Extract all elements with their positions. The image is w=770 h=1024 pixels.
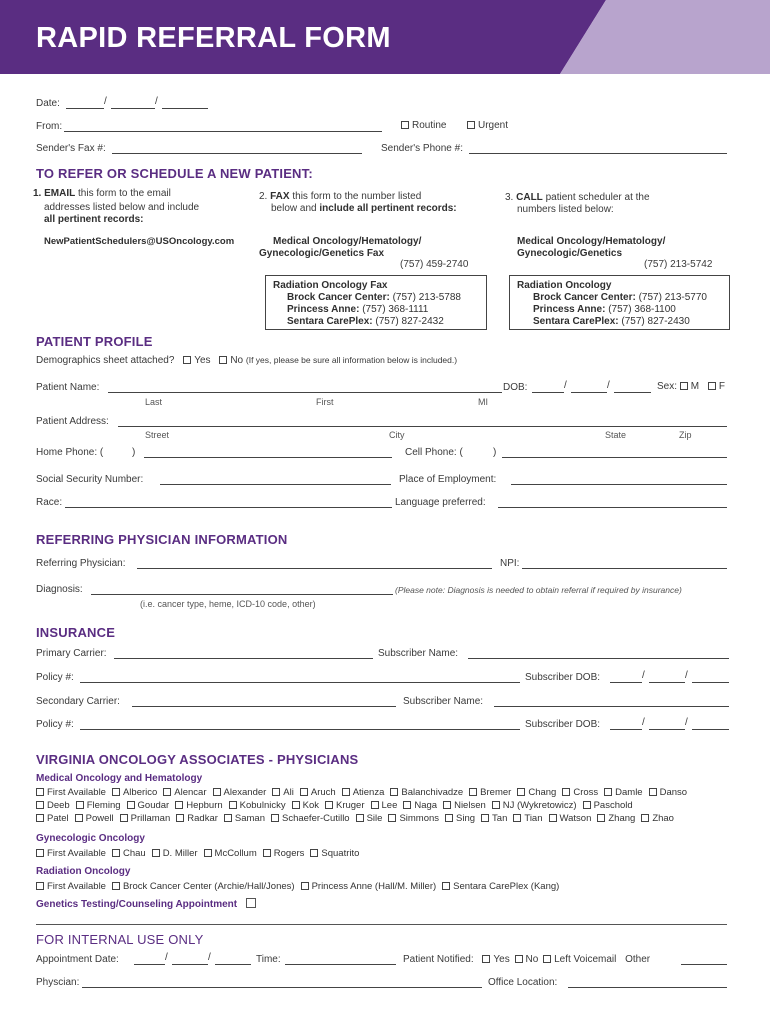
subscriber-dob2-month[interactable] <box>610 729 642 730</box>
policy2-label: Policy #: <box>36 719 74 730</box>
physician-option-label: Bremer <box>480 787 512 798</box>
med-onc-row3 <box>36 813 680 824</box>
physician-option[interactable] <box>443 800 486 811</box>
subscriber-dob2-label: Subscriber DOB: <box>525 719 601 730</box>
sender-fax-field[interactable] <box>112 153 362 154</box>
rad-onc-row <box>36 881 565 892</box>
physician-checkbox[interactable] <box>263 849 271 857</box>
physician-checkbox[interactable] <box>127 801 135 809</box>
physician-checkbox[interactable] <box>649 788 657 796</box>
physician-checkbox[interactable] <box>604 788 612 796</box>
office-location-field[interactable] <box>568 987 727 988</box>
form-title: RAPID REFERRAL FORM <box>36 22 391 54</box>
sender-fax-label: Sender's Fax #: <box>36 143 106 154</box>
physician-option[interactable] <box>263 848 305 859</box>
policy-field[interactable] <box>80 682 520 683</box>
physician-option[interactable] <box>75 813 114 824</box>
physician-option[interactable] <box>310 848 359 859</box>
physician-checkbox[interactable] <box>292 801 300 809</box>
policy2-field[interactable] <box>80 729 520 730</box>
patient-profile-heading: PATIENT PROFILE <box>36 334 153 349</box>
physician-option[interactable] <box>442 881 559 892</box>
physician-checkbox[interactable] <box>272 788 280 796</box>
demo-no-checkbox[interactable] <box>219 356 227 364</box>
street-caption: Street <box>145 430 170 440</box>
first-caption: First <box>316 397 334 407</box>
fax-dept-line1: Medical Oncology/Hematology/ <box>273 236 422 247</box>
demo-yes-checkbox[interactable] <box>183 356 191 364</box>
physician-option[interactable] <box>127 800 170 811</box>
physician-checkbox[interactable] <box>36 849 44 857</box>
npi-label: NPI: <box>500 558 520 569</box>
demographics-question: Demographics sheet attached? Yes No (If yes, please be sure all information below is included.) <box>36 355 458 366</box>
physician-option[interactable] <box>549 813 592 824</box>
physician-option-label: Alberico <box>122 787 158 798</box>
physician-option-label: Zhang <box>608 813 636 824</box>
physician-checkbox[interactable] <box>163 788 171 796</box>
physician-checkbox[interactable] <box>641 814 649 822</box>
physician-option[interactable] <box>36 813 69 824</box>
dob-month-field[interactable] <box>532 392 564 393</box>
physician-option[interactable] <box>356 813 383 824</box>
physician-option-label: Zhao <box>652 813 674 824</box>
physician-option[interactable] <box>112 787 157 798</box>
subscriber-name-label: Subscriber Name: <box>378 648 459 659</box>
physician-option-label: Squatrito <box>321 848 360 859</box>
notified-no-checkbox[interactable] <box>515 955 523 963</box>
physician-option-label: Alencar <box>174 787 207 798</box>
physician-option[interactable] <box>301 881 437 892</box>
physician-option[interactable] <box>562 787 598 798</box>
patient-name-field[interactable] <box>108 392 502 393</box>
physician-option[interactable] <box>224 813 265 824</box>
home-phone-label: Home Phone: ( <box>36 447 104 458</box>
physician-checkbox[interactable] <box>36 788 44 796</box>
address-field[interactable] <box>118 426 727 427</box>
physician-option-label: Atienza <box>352 787 385 798</box>
ref-physician-field[interactable] <box>137 568 492 569</box>
physician-option[interactable] <box>292 800 319 811</box>
physician-option[interactable] <box>403 800 437 811</box>
physician-option[interactable] <box>481 813 507 824</box>
physician-checkbox[interactable] <box>175 801 183 809</box>
zip-caption: Zip <box>679 430 692 440</box>
language-label: Language preferred: <box>395 497 486 508</box>
call-number: (757) 213-5742 <box>644 259 713 270</box>
physician-heading: REFERRING PHYSICIAN INFORMATION <box>36 532 288 547</box>
physician-option[interactable] <box>390 787 463 798</box>
notified-yes-checkbox[interactable] <box>482 955 490 963</box>
physician-option-label: Rogers <box>273 848 305 859</box>
physician-checkbox[interactable] <box>204 849 212 857</box>
subscriber-dob-day[interactable] <box>649 682 685 683</box>
fax-instruction: 2. FAX this form to the number listed <box>259 191 422 202</box>
patient-name-label: Patient Name: <box>36 382 100 393</box>
physician-option-label: Naga <box>414 800 438 811</box>
physician-option[interactable] <box>445 813 475 824</box>
urgent-checkbox[interactable] <box>467 121 475 129</box>
physician-option-label: Simmons <box>399 813 440 824</box>
call-dept-line2: Gynecologic/Genetics <box>517 248 623 259</box>
appt-day-field[interactable] <box>172 964 208 965</box>
physician-checkbox[interactable] <box>325 801 333 809</box>
physician-checkbox[interactable] <box>112 788 120 796</box>
subscriber-dob-month[interactable] <box>610 682 642 683</box>
physician-option[interactable] <box>641 813 674 824</box>
physician-option-label: Prillaman <box>130 813 171 824</box>
physician-checkbox[interactable] <box>371 801 379 809</box>
subscriber-name2-field[interactable] <box>494 706 729 707</box>
appt-month-field[interactable] <box>134 964 165 965</box>
physician-option[interactable] <box>300 787 336 798</box>
gyn-onc-row <box>36 848 365 859</box>
policy-label: Policy #: <box>36 672 74 683</box>
radiation-fax-box: Radiation Oncology Fax Brock Cancer Center: (757) 213-5788 Princess Anne: (757) 368-1111 Sentara CarePlex: (757) 827-2432 <box>265 275 487 330</box>
physician-option-label: Danso <box>659 787 688 798</box>
physician-checkbox[interactable] <box>213 788 221 796</box>
physician-option[interactable] <box>388 813 439 824</box>
genetics-label: Genetics Testing/Counseling Appointment <box>36 898 256 910</box>
state-caption: State <box>605 430 627 440</box>
physician-checkbox[interactable] <box>224 814 232 822</box>
physician-option[interactable] <box>213 787 267 798</box>
physician-option-label: Sentara CarePlex (Kang) <box>453 881 560 892</box>
internal-heading: FOR INTERNAL USE ONLY <box>36 932 204 947</box>
physician-option-label: Patel <box>47 813 69 824</box>
physician-checkbox[interactable] <box>36 814 44 822</box>
diagnosis-note: (Please note: Diagnosis is needed to obtain referral if required by insurance) <box>395 585 682 595</box>
physician-option[interactable] <box>175 800 222 811</box>
routine-option[interactable]: Routine <box>401 120 446 131</box>
sex-m-checkbox[interactable] <box>680 382 688 390</box>
physician-option-label: Cross <box>573 787 599 798</box>
physician-option-label: Watson <box>559 813 592 824</box>
physician-option-label: Damle <box>615 787 643 798</box>
physician-checkbox[interactable] <box>112 849 120 857</box>
physician-option[interactable] <box>229 800 286 811</box>
physician-checkbox[interactable] <box>469 788 477 796</box>
physician-checkbox[interactable] <box>513 814 521 822</box>
physician-option[interactable] <box>342 787 385 798</box>
physician-option[interactable] <box>176 813 218 824</box>
physician-option-label: Aruch <box>310 787 336 798</box>
physician-checkbox[interactable] <box>549 814 557 822</box>
physician-option[interactable] <box>204 848 257 859</box>
subscriber-name2-label: Subscriber Name: <box>403 696 484 707</box>
other-field[interactable] <box>681 964 727 965</box>
physician-checkbox[interactable] <box>120 814 128 822</box>
ref-physician-label: Referring Physician: <box>36 558 126 569</box>
diagnosis-field[interactable] <box>91 594 393 595</box>
sender-phone-label: Sender's Phone #: <box>381 143 463 154</box>
physician-option-label: Chau <box>122 848 146 859</box>
physician-option-label: Sile <box>366 813 383 824</box>
employment-label: Place of Employment: <box>399 474 497 485</box>
sex-label: Sex: M F <box>657 381 726 392</box>
physician-option[interactable] <box>513 813 542 824</box>
physician-option[interactable] <box>76 800 121 811</box>
physician-option-label: Balanchivadze <box>401 787 464 798</box>
physician-checkbox[interactable] <box>403 801 411 809</box>
employment-field[interactable] <box>511 484 727 485</box>
genetics-checkbox[interactable] <box>246 898 256 908</box>
physician-checkbox[interactable] <box>356 814 364 822</box>
physician-option[interactable] <box>604 787 642 798</box>
patient-notified: Patient Notified: Yes No Left Voicemail Other <box>403 954 651 965</box>
physician-option-label: Radkar <box>187 813 218 824</box>
physician-option-label: Kobulnicky <box>239 800 286 811</box>
physician-option[interactable] <box>583 800 633 811</box>
physician-option-label: NJ (Wykretowicz) <box>502 800 577 811</box>
physician-checkbox[interactable] <box>229 801 237 809</box>
email-instruction: 1. EMAIL this form to the email <box>33 188 171 199</box>
physician-option[interactable] <box>272 787 294 798</box>
physician-option-label: Nielsen <box>454 800 486 811</box>
physician-option-label: Alexander <box>223 787 267 798</box>
routine-checkbox[interactable] <box>401 121 409 129</box>
physician-option-label: Hepburn <box>186 800 223 811</box>
physician-option-label: First Available <box>47 848 106 859</box>
med-onc-title: Medical Oncology and Hematology <box>36 773 203 784</box>
physician-checkbox[interactable] <box>445 814 453 822</box>
voicemail-checkbox[interactable] <box>543 955 551 963</box>
dob-day-field[interactable] <box>571 392 607 393</box>
physician-option-label: Princess Anne (Hall/M. Miller) <box>311 881 437 892</box>
sender-phone-field[interactable] <box>469 153 727 154</box>
call-instruction-line2: numbers listed below: <box>517 204 614 215</box>
date-day-field[interactable] <box>111 108 155 109</box>
divider <box>36 924 727 925</box>
physician-internal-label: Physcian: <box>36 977 80 988</box>
physician-checkbox[interactable] <box>300 788 308 796</box>
dob-label: DOB: <box>503 382 528 393</box>
from-label: From: <box>36 121 63 132</box>
dob-year-field[interactable] <box>614 392 651 393</box>
physician-option-label: Powell <box>85 813 114 824</box>
diagnosis-label: Diagnosis: <box>36 584 83 595</box>
physician-option-label: Brock Cancer Center (Archie/Hall/Jones) <box>122 881 295 892</box>
cell-phone-field[interactable] <box>502 457 727 458</box>
physician-option[interactable] <box>597 813 635 824</box>
physician-option[interactable] <box>325 800 365 811</box>
physician-checkbox[interactable] <box>76 801 84 809</box>
physician-option[interactable] <box>517 787 556 798</box>
physician-checkbox[interactable] <box>597 814 605 822</box>
address-label: Patient Address: <box>36 416 109 427</box>
physician-checkbox[interactable] <box>176 814 184 822</box>
physician-option[interactable] <box>371 800 398 811</box>
email-instruction-line2: addresses listed below and include <box>44 202 200 213</box>
from-field[interactable] <box>64 131 382 132</box>
physician-checkbox[interactable] <box>112 882 120 890</box>
gyn-onc-title: Gynecologic Oncology <box>36 833 145 844</box>
physician-option-label: Fleming <box>86 800 121 811</box>
physician-checkbox[interactable] <box>75 814 83 822</box>
diagnosis-hint: (i.e. cancer type, heme, ICD-10 code, other) <box>140 599 316 609</box>
physician-option-label: D. Miller <box>162 848 198 859</box>
physician-option-label: Kok <box>302 800 319 811</box>
primary-carrier-field[interactable] <box>114 658 373 659</box>
ssn-field[interactable] <box>160 484 391 485</box>
race-label: Race: <box>36 497 63 508</box>
physician-checkbox[interactable] <box>443 801 451 809</box>
physician-checkbox[interactable] <box>481 814 489 822</box>
time-label: Time: <box>256 954 281 965</box>
mi-caption: MI <box>478 397 488 407</box>
physician-checkbox[interactable] <box>152 849 160 857</box>
race-field[interactable] <box>65 507 392 508</box>
physician-option[interactable] <box>469 787 511 798</box>
date-label: Date: <box>36 98 60 109</box>
physician-checkbox[interactable] <box>517 788 525 796</box>
fax-number: (757) 459-2740 <box>400 259 469 270</box>
physician-option[interactable] <box>36 800 70 811</box>
city-caption: City <box>389 430 405 440</box>
voa-heading: VIRGINIA ONCOLOGY ASSOCIATES - PHYSICIANS <box>36 752 359 767</box>
physician-option-label: Schaefer-Cutillo <box>282 813 350 824</box>
physician-option-label: First Available <box>47 787 106 798</box>
physician-option-label: First Available <box>47 881 106 892</box>
physician-option-label: Goudar <box>137 800 170 811</box>
physician-checkbox[interactable] <box>342 788 350 796</box>
physician-checkbox[interactable] <box>562 788 570 796</box>
med-onc-row1 <box>36 787 693 798</box>
rad-onc-title: Radiation Oncology <box>36 866 131 877</box>
physician-option-label: Chang <box>528 787 557 798</box>
primary-carrier-label: Primary Carrier: <box>36 648 107 659</box>
physician-checkbox[interactable] <box>36 882 44 890</box>
secondary-carrier-label: Secondary Carrier: <box>36 696 120 707</box>
physician-option[interactable] <box>120 813 171 824</box>
scheduler-email[interactable]: NewPatientSchedulers@USOncology.com <box>44 236 235 247</box>
physician-option-label: Deeb <box>47 800 70 811</box>
physician-checkbox[interactable] <box>301 882 309 890</box>
physician-checkbox[interactable] <box>492 801 500 809</box>
secondary-carrier-field[interactable] <box>132 706 396 707</box>
subscriber-dob-label: Subscriber DOB: <box>525 672 601 683</box>
physician-internal-field[interactable] <box>82 987 482 988</box>
physician-checkbox[interactable] <box>310 849 318 857</box>
physician-checkbox[interactable] <box>442 882 450 890</box>
physician-checkbox[interactable] <box>271 814 279 822</box>
physician-option-label: Paschold <box>593 800 633 811</box>
physician-option-label: Tan <box>492 813 508 824</box>
physician-option[interactable] <box>36 848 106 859</box>
physician-option-label: Saman <box>234 813 265 824</box>
physician-checkbox[interactable] <box>583 801 591 809</box>
refer-heading: TO REFER OR SCHEDULE A NEW PATIENT: <box>36 166 313 181</box>
physician-option[interactable] <box>112 881 295 892</box>
date-year-field[interactable] <box>162 108 208 109</box>
language-field[interactable] <box>498 507 727 508</box>
physician-option[interactable] <box>492 800 577 811</box>
subscriber-dob-year[interactable] <box>692 682 729 683</box>
physician-option[interactable] <box>649 787 687 798</box>
appt-year-field[interactable] <box>215 964 251 965</box>
urgent-option[interactable]: Urgent <box>467 120 508 131</box>
time-field[interactable] <box>285 964 396 965</box>
subscriber-dob2-year[interactable] <box>692 729 729 730</box>
physician-option[interactable] <box>36 787 106 798</box>
physician-checkbox[interactable] <box>36 801 44 809</box>
home-phone-field[interactable] <box>144 457 392 458</box>
physician-option-label: McCollum <box>214 848 257 859</box>
call-dept-line1: Medical Oncology/Hematology/ <box>517 236 666 247</box>
call-instruction: 3. CALL patient scheduler at the <box>505 192 650 203</box>
subscriber-name-field[interactable] <box>468 658 729 659</box>
fax-instruction-line2: below and include all pertinent records: <box>271 203 457 214</box>
office-location-label: Office Location: <box>488 977 558 988</box>
sex-f-checkbox[interactable] <box>708 382 716 390</box>
cell-phone-label: Cell Phone: ( <box>405 447 463 458</box>
email-instruction-line3: all pertinent records: <box>44 214 144 225</box>
physician-option[interactable] <box>112 848 146 859</box>
physician-option-label: Tian <box>524 813 543 824</box>
physician-checkbox[interactable] <box>390 788 398 796</box>
npi-field[interactable] <box>522 568 727 569</box>
ssn-label: Social Security Number: <box>36 474 144 485</box>
physician-checkbox[interactable] <box>388 814 396 822</box>
physician-option-label: Ali <box>283 787 294 798</box>
last-caption: Last <box>145 397 163 407</box>
subscriber-dob2-day[interactable] <box>649 729 685 730</box>
physician-option[interactable] <box>163 787 206 798</box>
appt-date-label: Appointment Date: <box>36 954 119 965</box>
med-onc-row2 <box>36 800 639 811</box>
fax-dept-line2: Gynecologic/Genetics Fax <box>259 248 385 259</box>
physician-option[interactable] <box>271 813 350 824</box>
radiation-call-box: Radiation Oncology Brock Cancer Center: (757) 213-5770 Princess Anne: (757) 368-1100 Sentara CarePlex: (757) 827-2430 <box>509 275 730 330</box>
physician-option-label: Sing <box>456 813 476 824</box>
physician-option[interactable] <box>152 848 198 859</box>
physician-option-label: Kruger <box>335 800 365 811</box>
insurance-heading: INSURANCE <box>36 625 116 640</box>
header-banner <box>0 0 770 74</box>
date-month-field[interactable] <box>66 108 104 109</box>
physician-option[interactable] <box>36 881 106 892</box>
physician-option-label: Lee <box>381 800 398 811</box>
